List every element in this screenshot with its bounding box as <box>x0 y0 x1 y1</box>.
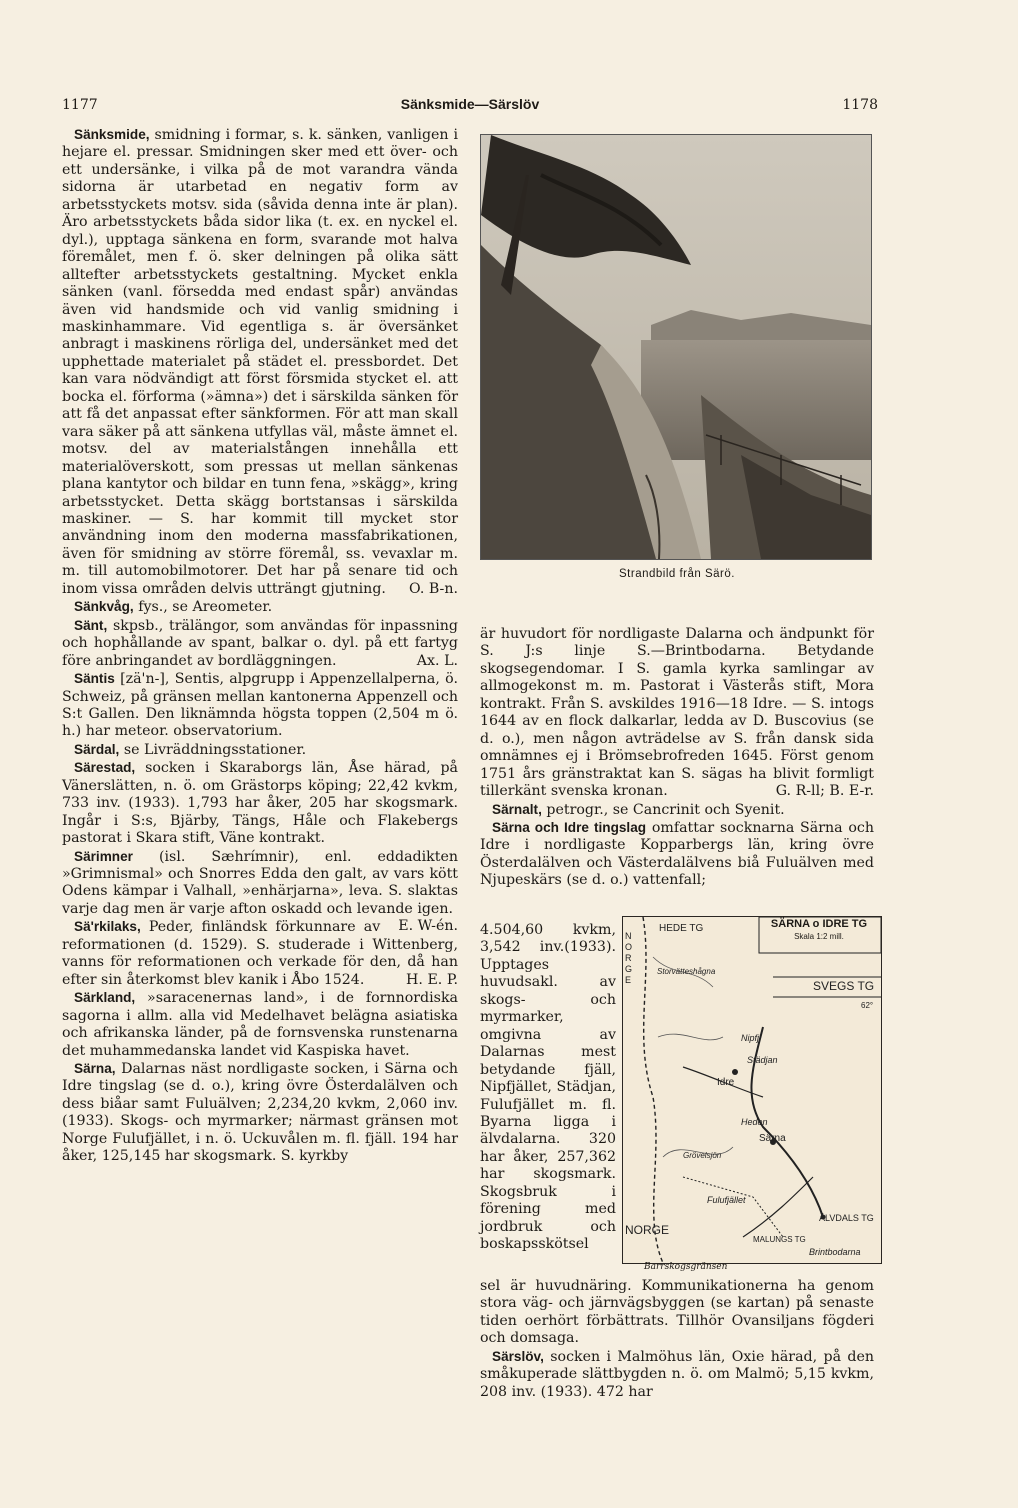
headword: Särestad, <box>74 760 136 776</box>
right-page-number: 1178 <box>842 97 878 113</box>
map-label-alvdals: ÄLVDALS TG <box>819 1213 874 1223</box>
article-entry <box>62 741 458 759</box>
entry-text: [zä'n-], Sentis, alpgrupp i Appenzellalperna, ö. Schweiz, på gränsen mellan kantonerna Appenzell och S:t Gallen. Den liknämnda högsta toppen (2,504 m ö. h.) har meteor. observatorium. <box>62 671 458 740</box>
article-entry <box>62 759 458 847</box>
map-label-latitude: 62° <box>861 1001 874 1010</box>
map-footer: Barrskogsgränsen <box>644 1262 728 1272</box>
author-signature: O. B-n. <box>409 580 458 597</box>
map-label-norge: NORGE <box>625 1223 670 1237</box>
entry-text: socken i Skaraborgs län, Åse härad, på Vänerslätten, n. ö. om Grästorps köping; 22,42 kvkm, 733 inv. (1933). 1,793 har åker, 205 har skogsmark. Ingår i S:s, Bjärby, Tängs, Håle och Flakebergs pastorat i Skara stift, Väne kontrakt. <box>62 760 458 847</box>
entry-text: sel är huvudnäring. Kommunikationerna ha genom stora väg- och järnvägsbyggen (se kartan) på senaste tiden oerhört förbättrats. Tillhör Ovansiljans fögderi och domsaga. <box>480 1278 874 1347</box>
map-label-svegs: SVEGS TG <box>813 979 875 993</box>
entry-text: Peder, finländsk förkunnare av reformationen (d. 1529). S. studerade i Wittenberg, vanns för reformationen och verkade för den, då han efter sin återkomst blev kanik i Åbo 1524. <box>62 919 458 988</box>
entry-text: smidning i formar, s. k. sänken, vanligen i hejare el. pressar. Smidningen sker med ett över- och ett undersänke, i vilka på de mot varandra vända sidorna är utarbetad en negativ form av arbetsstyckets motsv. sida (såvida denna inte är plan). Äro arbetsstyckets båda sidor lika (t. ex. en nyckel el. dyl.), upptaga sänkena en form, svarande mot halva föremålet, men f. ö. sker delningen på olika sätt alltefter arbetsstyckets gestaltning. Mycket enkla sänken (vanl. försedda med endast spår) användas även vid handsmide och vid vanlig smidning i maskinhammare. Vid egentliga s. är översänket anbragt i maskinens rörliga del, undersänket med det upphettade materialet på städet el. pressbordet. Det kan vara nödvändigt att först försmida stycket el. att bocka el. förforma (»ämna») det i särskilda sänken för att få det anpassat efter sänkformen. För att man skall vara säker på att sänkena utfyllas väl, måste ämnet el. motsv. del av materialstången innehålla ett materialöverskott, som pressas ut mellan sänkenas plana kantytor och bildar en tunn fena, »skägg», kring arbetsstycket. Detta skägg bortstansas i särskilda maskiner. — S. har kommit till mycket stor användning inom den moderna massfabrikationen, även för smidning av större föremål, ss. vevaxlar m. m. till automobilmotorer. Det har på senare tid och inom vissa områden delvis utträngt gjutning. <box>62 127 458 597</box>
map-label-malungs: MALUNGS TG <box>753 1235 806 1244</box>
article-entry <box>480 1348 874 1401</box>
author-signature: G. R-ll; B. E-r. <box>775 783 874 800</box>
entry-text: (isl. Sæhrímnir), enl. eddadikten »Grimnismal» och Snorres Edda den galt, av vars kött Odens kämpar i Valhall, »enhärjarna», leva. S. slaktas varje dag men är varje afton oskadd och levande igen. <box>62 848 458 917</box>
map-scale: Skala 1:2 mill. <box>794 932 844 941</box>
entry-text: skpsb., trälängor, som användas för inpassning och hophållande av spant, balkar o. dyl. på ett fartyg före anbringandet av bordläggningen. <box>62 617 458 669</box>
map-label-storvatteshagna: Storvätteshågna <box>657 967 716 976</box>
map-label-hede: HEDE TG <box>659 923 704 934</box>
article-entry <box>480 1278 874 1348</box>
map-label-idre: Idre <box>717 1077 735 1088</box>
right-column-bottom <box>480 1278 874 1401</box>
headword: Sänksmide, <box>74 127 150 142</box>
left-page-number: 1177 <box>62 97 98 113</box>
running-title: Sänksmide—Särslöv <box>400 96 540 112</box>
entry-text: se Livräddningsstationer. <box>119 741 307 758</box>
headword: Särna och Idre tingslag <box>492 819 647 835</box>
article-entry <box>480 801 874 819</box>
map-label-stadjan: Städjan <box>747 1055 778 1065</box>
entry-text: »saracenernas land», i de fornnordiska sagorna i allm. alla vid Medelhavet belägna asiatiska och afrikanska länder, på de fornsvenska runstenarna det muhammedanska landet vid Kaspiska havet. <box>62 990 458 1059</box>
article-entry <box>480 626 874 801</box>
entry-text: socken i Malmöhus län, Oxie härad, på den småkuperade slättbygden n. ö. om Malmö; 5,15 kvkm, 208 inv. (1933). 472 har <box>480 1348 874 1400</box>
photo-caption: Strandbild från Särö. <box>619 568 735 580</box>
headword: Särkland, <box>74 990 136 1006</box>
left-column <box>62 126 458 1166</box>
entry-text: petrogr., se Cancrinit och Syenit. <box>541 801 785 818</box>
headword: Sä'rkilaks, <box>74 919 141 935</box>
article-entry <box>62 598 458 616</box>
photo-strandbild <box>480 134 872 560</box>
map-label-grovelsjon: Grövelsjön <box>683 1151 722 1160</box>
entry-text: omfattar socknarna Särna och Idre i nordligaste Kopparbergs län, kring övre Österdalälven och Västerdalälvens biå Fuluälven med Njupeskärs (se d. o.) vattenfall; <box>480 819 874 889</box>
map-wrap-text: 4.504,60 kvkm, 3,542 inv.(1933). Upptages huvudsakl. av skogs- och myrmarker, omgivna av Dalarnas mest betydande fjäll, Nipfjället, Städjan, Fulufjället m. fl. Byarna ligga i älvdalarna. 320 har åker, 257,362 har skogsmark. Skogsbruk i förening med jordbruk och boskapsskötsel <box>480 922 616 1253</box>
headword: Sänkvåg, <box>74 599 134 615</box>
map-label-heden: Heden <box>741 1117 768 1127</box>
entry-text: är huvudort för nordligaste Dalarna och ändpunkt för S. J:s linje S.—Brintbodarna. Betydande skogsegendomar. I S. gamla kyrka samlingar av allmogekonst m. m. Pastorat i Västerås stift, Mora kontrakt. Från S. avskildes 1916—18 Idre. — S. intogs 1644 av en flock dalkarlar, ledda av D. Buscovius (se d. o.), men någon avträdelse av S. från dansk sida omnämnes ej i Brömsebrofreden 1645. Först genom 1751 års gränstraktat kan S. sägas ha blivit formligt tillerkänt svenska kronan. <box>480 626 874 800</box>
headword: Särimner <box>74 848 133 864</box>
entry-text: Dalarnas näst nordligaste socken, i Särna och Idre tingslag (se d. o.), kring övre Österdalälven och dess biåar samt Fuluälven; 2,234,20 kvkm, 2,060 inv. (1933). Skogs- och myrmarker; närmast gränsen mot Norge Fulufjället, i n. ö. Uckuvålen m. fl. fjäll. 194 har åker, 125,145 har skogsmark. S. kyrkby <box>62 1061 458 1165</box>
entry-text: fys., se Areometer. <box>133 599 273 616</box>
map-title: SÄRNA o IDRE TG <box>770 918 868 930</box>
headword: Särna, <box>74 1061 116 1077</box>
article-entry <box>62 617 458 670</box>
map-sarna-idre <box>622 916 882 1264</box>
page-header <box>62 96 878 118</box>
headword: Säntis <box>74 671 115 687</box>
map-label-fulufjallet: Fulufjället <box>707 1195 746 1205</box>
headword: Sänt, <box>74 617 108 633</box>
map-label-brintbodarna: Brintbodarna <box>809 1247 861 1257</box>
headword: Särdal, <box>74 741 120 757</box>
headword: Särnalt, <box>492 801 542 817</box>
headword: Särslöv, <box>492 1348 544 1364</box>
author-signature: H. E. P. <box>406 971 458 988</box>
article-entry <box>62 670 458 741</box>
article-entry <box>480 819 874 890</box>
right-column-top <box>480 626 874 890</box>
map-label-nipfj: Nipfj. <box>741 1033 762 1043</box>
photo-illustration <box>481 135 871 559</box>
map-label-norge-vertical: NORGE <box>625 931 633 985</box>
map-label-sarna: Särna <box>759 1133 786 1144</box>
article-entry <box>62 1060 458 1166</box>
author-signature: Ax. L. <box>416 652 458 669</box>
author-signature: E. W-én. <box>398 918 458 935</box>
article-entry <box>62 126 458 598</box>
article-entry <box>62 989 458 1060</box>
